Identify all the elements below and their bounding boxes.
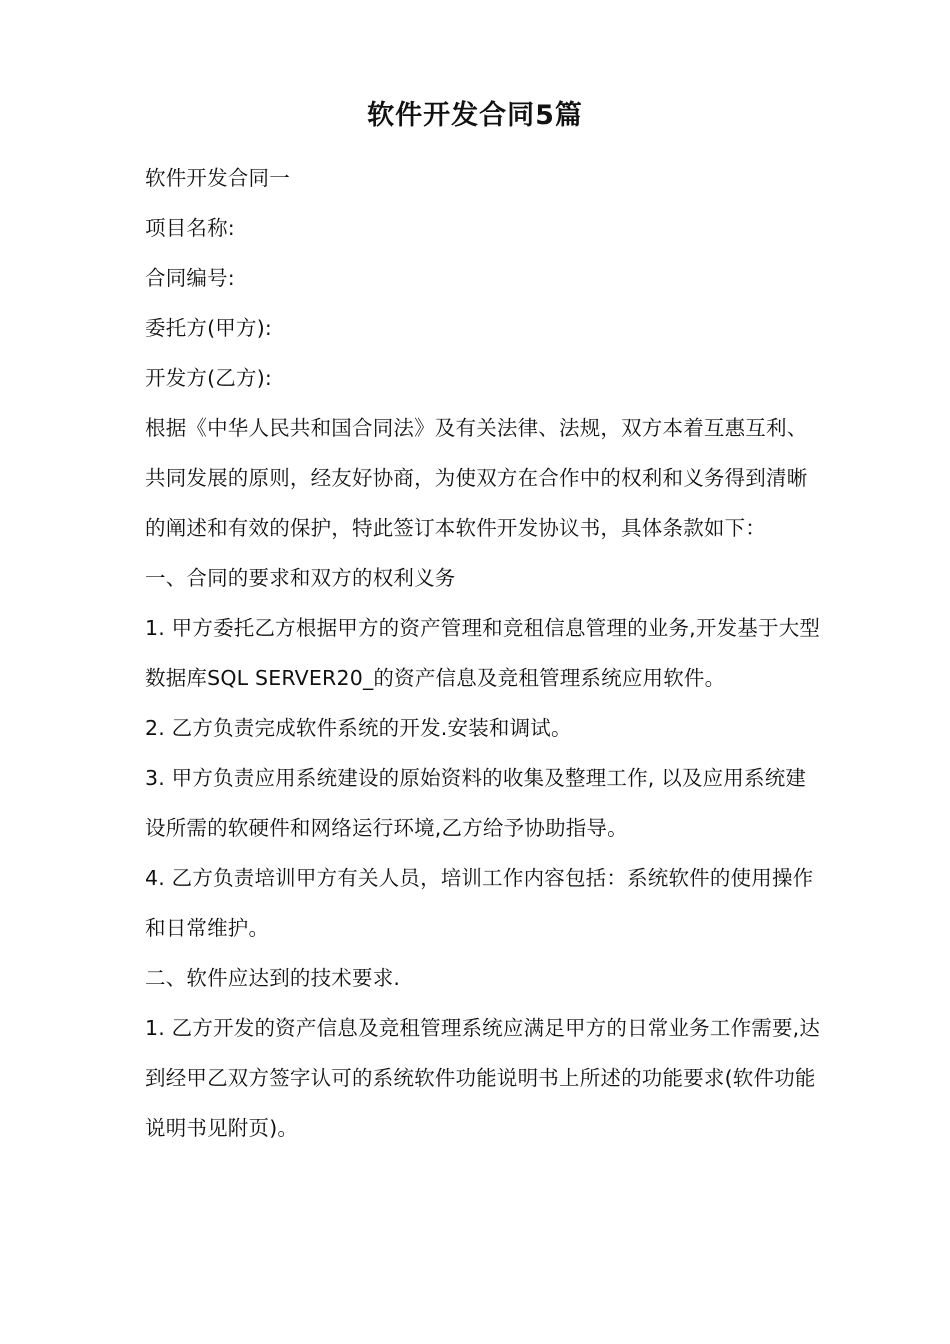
clause-1-3: 3. 甲方负责应用系统建设的原始资料的收集及整理工作, 以及应用系统建设所需的软硬件和网络运行环境,乙方给予协助指导。 <box>145 766 807 840</box>
project-name-field: 项目名称: <box>145 216 235 240</box>
section-heading-contract-one: 软件开发合同一 <box>145 166 290 190</box>
document-body <box>145 153 823 1153</box>
document-title: 软件开发合同5篇 <box>367 100 583 131</box>
clause-2-1: 1. 乙方开发的资产信息及竞租管理系统应满足甲方的日常业务工作需要,达到经甲乙双方签字认可的系统软件功能说明书上所述的功能要求(软件功能说明书见附页)。 <box>145 1016 821 1140</box>
section-heading-rights-obligations: 一、合同的要求和双方的权利义务 <box>145 566 456 590</box>
clause-1-1: 1. 甲方委托乙方根据甲方的资产管理和竞租信息管理的业务,开发基于大型数据库SQL SERVER20_的资产信息及竞租管理系统应用软件。 <box>145 616 821 690</box>
clause-1-2: 2. 乙方负责完成软件系统的开发.安装和调试。 <box>145 716 572 740</box>
developer-party-b-field: 开发方(乙方): <box>145 366 273 390</box>
client-party-a-field: 委托方(甲方): <box>145 316 273 340</box>
section-heading-technical-requirements: 二、软件应达到的技术要求. <box>145 966 401 990</box>
contract-number-field: 合同编号: <box>145 266 235 290</box>
clause-1-4: 4. 乙方负责培训甲方有关人员，培训工作内容包括：系统软件的使用操作和日常维护。 <box>145 866 814 940</box>
preamble-paragraph: 根据《中华人民共和国合同法》及有关法律、法规，双方本着互惠互利、共同发展的原则，经友好协商，为使双方在合作中的权利和义务得到清晰的阐述和有效的保护，特此签订本软件开发协议书，具体条款如下： <box>145 416 808 540</box>
